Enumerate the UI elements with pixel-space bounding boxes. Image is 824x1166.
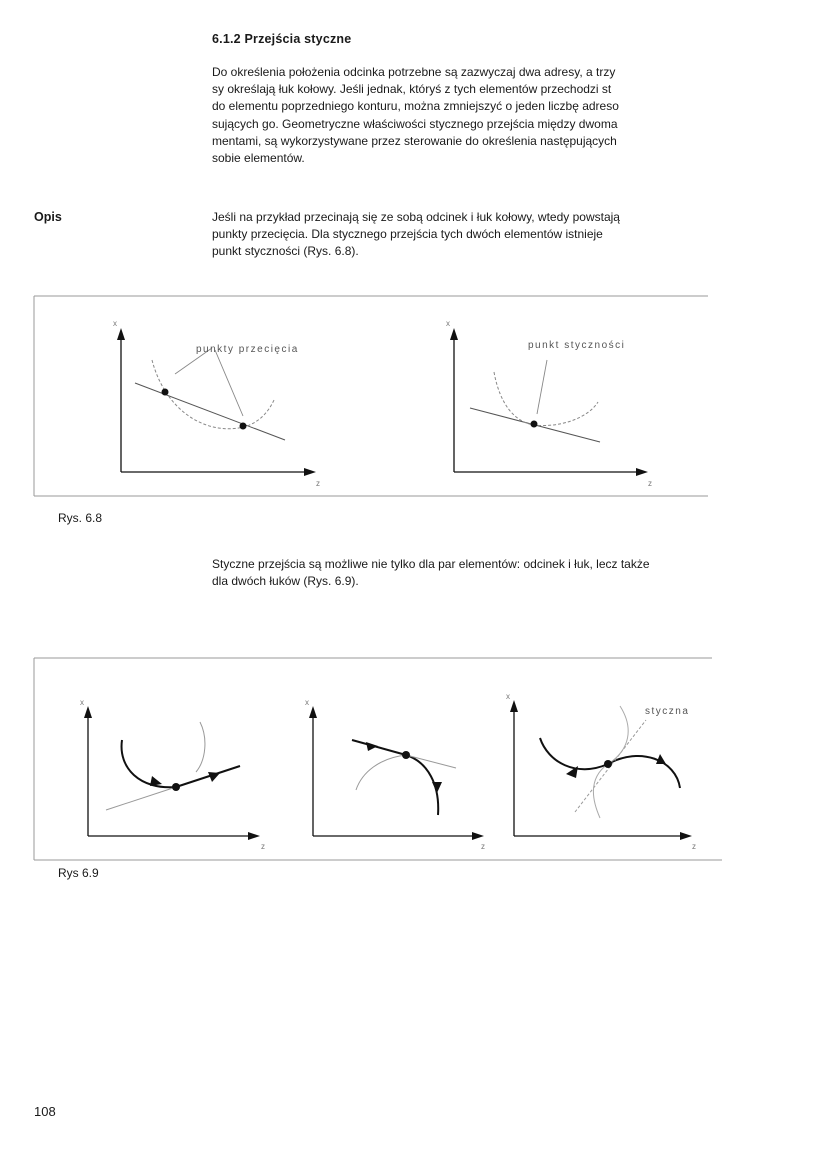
tangent-point [402,751,410,759]
intro-line: sy określają łuk kołowy. Jeśli jednak, któryś z tych elementów przechodzi st [212,82,612,97]
axis-arrow-icon [84,706,92,718]
figure-caption-6-9: Rys 6.9 [58,866,99,880]
line-path [352,740,406,755]
leader-line [215,350,243,416]
direction-arrow-icon [150,776,162,786]
axis-label-z: z [261,842,265,851]
tangent-point [531,421,538,428]
intro-line: do elementu poprzedniego konturu, można zmniejszyć o jeden liczbę adreso [212,99,619,114]
intro-line: Do określenia położenia odcinka potrzebne są zazwyczaj dwa adresy, a trzy [212,65,616,79]
axis-arrow-icon [636,468,648,476]
axis-arrow-icon [680,832,692,840]
section-heading: 6.1.2 Przejścia styczne [212,32,352,46]
arc-path [540,738,608,769]
second-paragraph [212,556,732,590]
axis-label-x: x [80,698,84,707]
panel-intersection [113,319,320,488]
description-label: Opis [34,210,62,224]
line-segment [135,383,285,440]
axis-arrow-icon [510,700,518,712]
figure-6-8 [0,290,824,510]
circular-arc [494,372,598,426]
figure-caption-6-8: Rys. 6.8 [58,511,103,525]
axis-label-x: x [446,319,450,328]
axis-arrow-icon [304,468,316,476]
direction-arrow-icon [366,742,378,751]
description-line: punkt styczności (Rys. 6.8). [212,244,359,259]
annotation-intersection: punkty przecięcia [196,344,299,355]
direction-arrow-icon [432,782,442,793]
leader-line [537,360,547,414]
direction-arrow-icon [208,772,220,782]
axis-arrow-icon [450,328,458,340]
intro-line: mentami, są wykorzystywane przez sterowanie do określenia następujących [212,133,617,148]
axis-label-x: x [506,692,510,701]
axis-label-x: x [305,698,309,707]
tangent-extension [406,755,456,768]
annotation-tangency: punkt styczności [528,340,626,351]
figure-frame [34,296,708,496]
description-line: Jeśli na przykład przecinają się ze sobą odcinek i łuk kołowy, wtedy powstają [212,210,620,224]
axis-arrow-icon [472,832,484,840]
arc-path [122,740,176,787]
panel-arc-line [80,698,265,851]
tangent-extension [106,787,176,810]
panel-two-arcs [506,692,696,851]
intersection-point [162,389,169,396]
annotation-tangent: styczna [645,706,690,717]
arc-path [608,756,680,788]
arc-extension [196,722,205,772]
intro-paragraph [212,64,732,167]
intro-line: sobie elementów. [212,151,305,166]
axis-arrow-icon [117,328,125,340]
second-line: dla dwóch łuków (Rys. 6.9). [212,574,359,589]
arc-extension [356,755,406,790]
axis-label-z: z [648,479,652,488]
panel-line-arc [305,698,485,851]
description-paragraph [212,209,732,261]
axis-label-z: z [316,479,320,488]
description-line: punkty przecięcia. Dla stycznego przejścia tych dwóch elementów istnieje [212,227,603,242]
intro-line: sujących go. Geometryczne właściwości stycznego przejścia między dwoma [212,116,618,131]
panel-tangency [446,319,652,488]
page-number: 108 [34,1104,56,1119]
axis-arrow-icon [309,706,317,718]
second-line: Styczne przejścia są możliwe nie tylko dla par elementów: odcinek i łuk, lecz także [212,557,650,571]
axis-arrow-icon [248,832,260,840]
tangent-point [172,783,180,791]
intersection-point [240,423,247,430]
circular-arc [152,360,274,429]
axis-label-z: z [481,842,485,851]
line-path [176,766,240,787]
axis-label-x: x [113,319,117,328]
figure-6-9 [0,650,824,870]
axis-label-z: z [692,842,696,851]
tangent-point [604,760,612,768]
